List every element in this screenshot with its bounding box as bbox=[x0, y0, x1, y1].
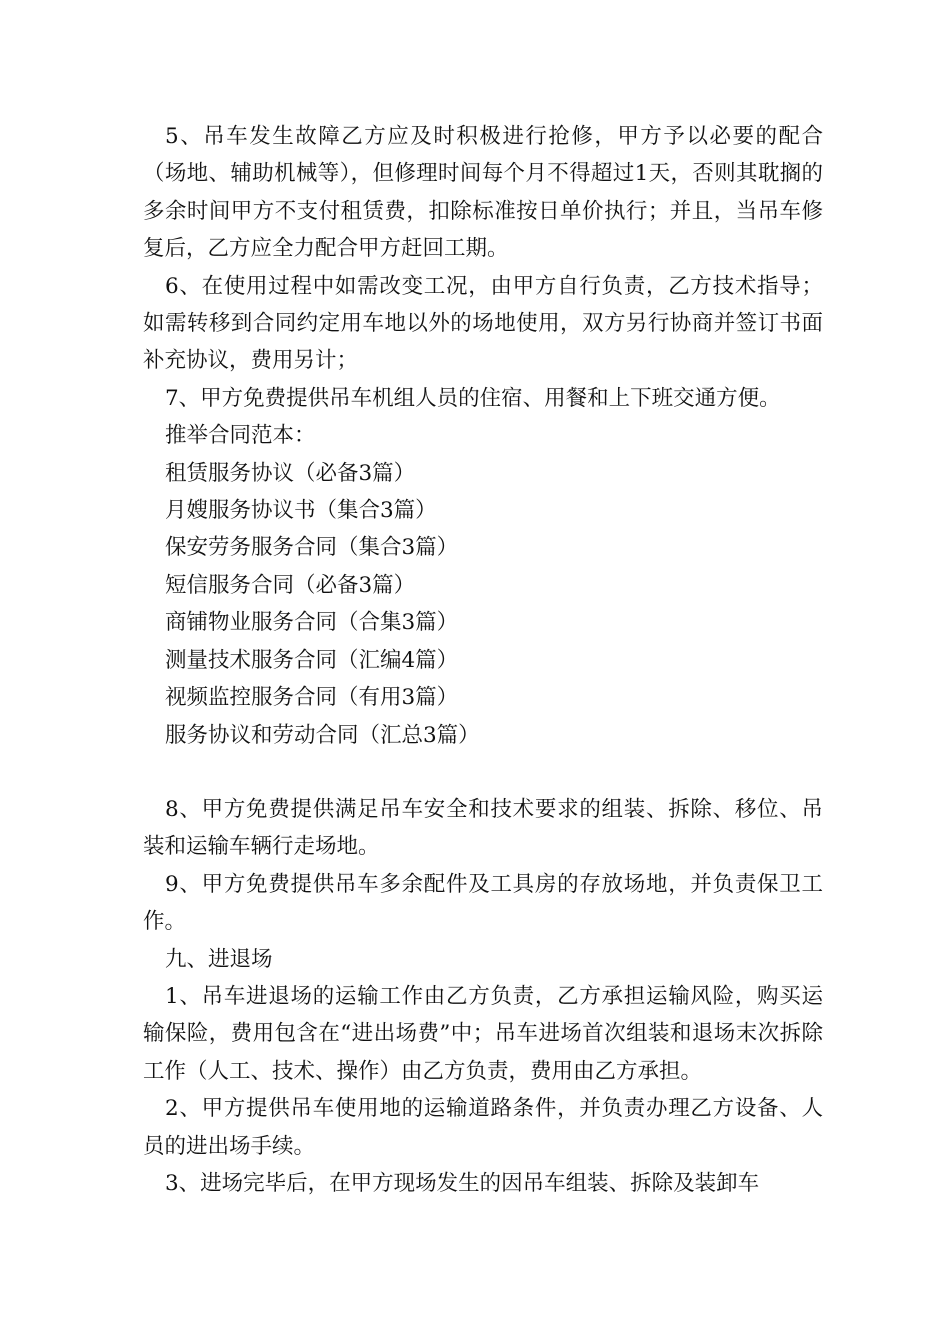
recommend-link[interactable]: 商铺物业服务合同（合集3篇） bbox=[165, 610, 459, 636]
recommend-link[interactable]: 测量技术服务合同（汇编4篇） bbox=[165, 647, 459, 673]
paragraph-9: 9、甲方免费提供吊车多余配件及工具房的存放场地，并负责保卫工作。 bbox=[143, 871, 823, 935]
paragraph-entry-2: 2、甲方提供吊车使用地的运输道路条件，并负责办理乙方设备、人员的进出场手续。 bbox=[143, 1096, 823, 1159]
recommend-link[interactable]: 租赁服务协议（必备3篇） bbox=[165, 460, 416, 486]
paragraph-6: 6、在使用过程中如需改变工况，由甲方自行负责，乙方技术指导；如需转移到合同约定用车地以外的场地使用，双方另行协商并签订书面补充协议，费用另计； bbox=[143, 273, 823, 374]
recommend-title: 推举合同范本： bbox=[165, 423, 316, 449]
paragraph-entry-1: 1、吊车进退场的运输工作由乙方负责，乙方承担运输风险，购买运输保险，费用包含在“进出场费”中；吊车进场首次组装和退场末次拆除工作（人工、技术、操作）由乙方负责，费用由乙方承担。 bbox=[143, 983, 823, 1084]
recommend-link[interactable]: 短信服务合同（必备3篇） bbox=[165, 572, 416, 598]
paragraph-7: 7、甲方免费提供吊车机组人员的住宿、用餐和上下班交通方便。 bbox=[165, 385, 781, 411]
paragraph-entry-3: 3、进场完毕后，在甲方现场发生的因吊车组装、拆除及装卸车 bbox=[165, 1170, 760, 1196]
recommend-link[interactable]: 保安劳务服务合同（集合3篇） bbox=[165, 535, 459, 561]
blank-line bbox=[143, 754, 823, 791]
recommend-link[interactable]: 服务协议和劳动合同（汇总3篇） bbox=[165, 722, 480, 748]
recommend-link[interactable]: 月嫂服务协议书（集合3篇） bbox=[165, 498, 437, 524]
paragraph-8: 8、甲方免费提供满足吊车安全和技术要求的组装、拆除、移位、吊装和运输车辆行走场地。 bbox=[143, 796, 823, 860]
recommend-link[interactable]: 视频监控服务合同（有用3篇） bbox=[165, 685, 459, 711]
paragraph-5: 5、吊车发生故障乙方应及时积极进行抢修，甲方予以必要的配合（场地、辅助机械等），但修理时间每个月不得超过1天，否则其耽搁的多余时间甲方不支付租赁费，扣除标准按日单价执行；并且，当吊车修复后，乙方应全力配合甲方赶回工期。 bbox=[143, 124, 823, 262]
section-heading: 九、进退场 bbox=[165, 946, 273, 972]
document-page bbox=[143, 118, 823, 1202]
